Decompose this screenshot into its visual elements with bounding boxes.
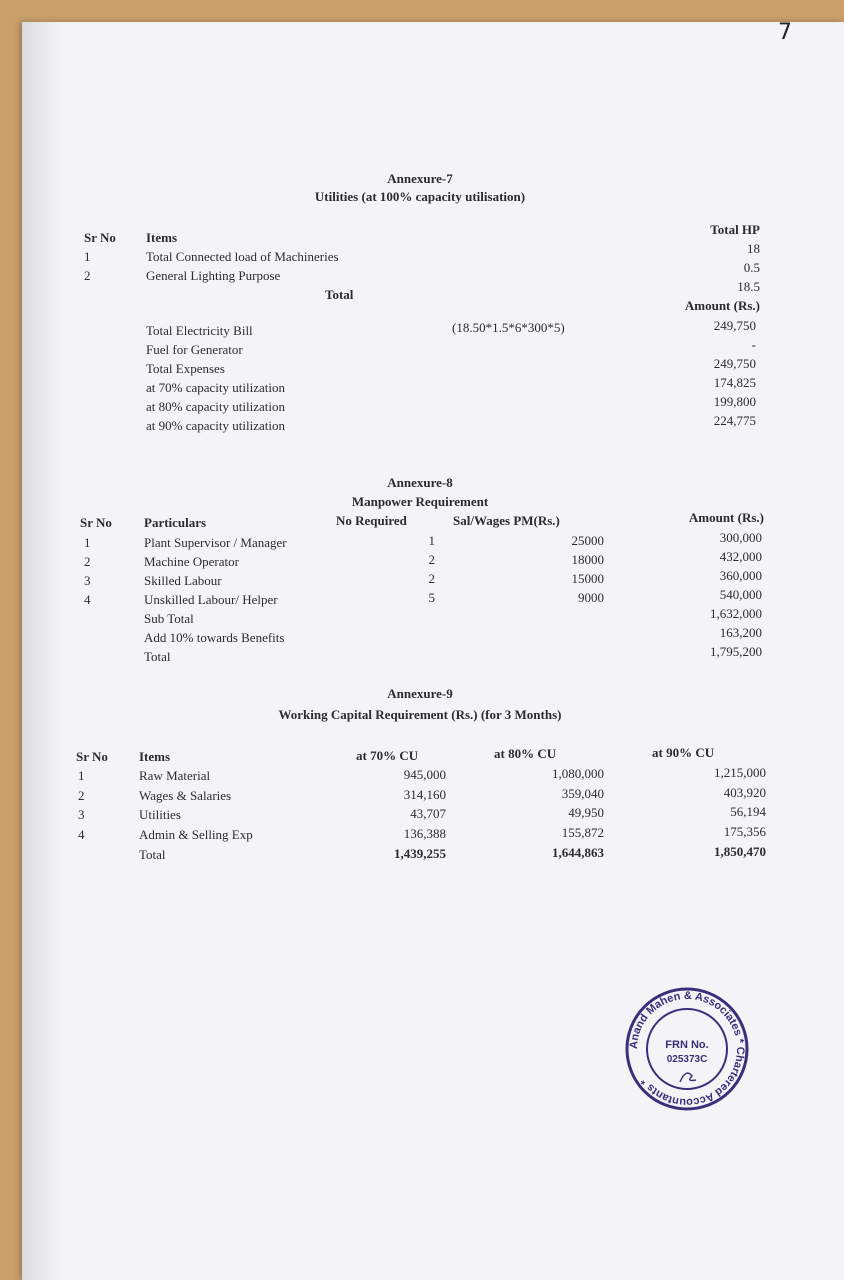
annex7-row-sr: 2 (84, 268, 91, 283)
annex9-row-v90: 56,194 (730, 804, 766, 819)
annex8-row-sr: 3 (84, 573, 91, 588)
annex7-row-hp: 0.5 (743, 260, 760, 275)
annex9-col-srno: Sr No (76, 749, 108, 764)
annex8-row-sr: 1 (84, 535, 91, 550)
annex9-total-80: 1,644,863 (552, 845, 604, 860)
annex8-col-srno: Sr No (80, 515, 112, 530)
stamp-signature (680, 1073, 696, 1082)
annex7-bill-amount: 249,750 (713, 318, 756, 333)
annex9-row-item: Raw Material (139, 768, 211, 783)
annex8-heading: Annexure-8 (387, 475, 453, 490)
annex9-row-v70: 314,160 (403, 787, 446, 802)
annex9-row-v90: 175,356 (723, 824, 766, 839)
annex9-row-v70: 945,000 (403, 767, 446, 782)
annex7-util80-amount: 199,800 (713, 394, 756, 409)
annex9-row-v90: 403,920 (723, 785, 766, 800)
annex8-row-no: 5 (428, 590, 435, 605)
annex7-col-items: Items (146, 230, 178, 245)
annex9-row-v70: 43,707 (410, 806, 446, 821)
annex9-row-sr: 4 (78, 827, 85, 842)
annex7-util90-label: at 90% capacity utilization (146, 418, 285, 433)
annex7-total-label: Total (325, 287, 354, 302)
annex8-row-amount: 300,000 (719, 530, 762, 545)
annex9-col-items: Items (139, 749, 171, 764)
annex8-total-amount: 1,795,200 (710, 644, 762, 659)
annex9-total-label: Total (139, 847, 166, 862)
annex9-row-v80: 359,040 (561, 786, 604, 801)
annex9-row-v70: 136,388 (403, 826, 446, 841)
annex9-row-v80: 49,950 (568, 805, 604, 820)
annex8-col-particulars: Particulars (144, 515, 207, 530)
annex7-util90-amount: 224,775 (713, 413, 756, 428)
annex9-subheading: Working Capital Requirement (Rs.) (for 3 Months) (278, 707, 562, 722)
annex8-col-no-required: No Required (336, 513, 407, 528)
page-number-mark: 7 (778, 20, 792, 45)
annex7-col-total-hp: Total HP (710, 222, 760, 237)
annex7-col-srno: Sr No (84, 230, 116, 245)
annex8-row-wage: 18000 (571, 552, 604, 567)
annex8-subtotal-label: Sub Total (144, 611, 194, 626)
annex7-heading: Annexure-7 (387, 171, 453, 186)
annex7-util70-amount: 174,825 (713, 375, 756, 390)
annex7-bill-label: Total Electricity Bill (146, 323, 253, 338)
annex7-row-hp: 18 (747, 241, 760, 256)
annex7-amount-header: Amount (Rs.) (684, 298, 760, 313)
annex8-row-wage: 9000 (578, 590, 604, 605)
annex8-row-particular: Machine Operator (144, 554, 239, 569)
annex8-row-sr: 4 (84, 592, 91, 607)
ca-stamp (622, 984, 752, 1114)
annex8-total-label: Total (144, 649, 171, 664)
page-shadow (22, 22, 62, 1280)
annex8-row-no: 2 (428, 552, 435, 567)
annex7-util70-label: at 70% capacity utilization (146, 380, 285, 395)
annex9-row-item: Wages & Salaries (139, 788, 232, 803)
annex9-row-sr: 3 (78, 807, 85, 822)
annex8-benefits-amount: 163,200 (719, 625, 762, 640)
annex7-util80-label: at 80% capacity utilization (146, 399, 285, 414)
annex8-col-wages: Sal/Wages PM(Rs.) (453, 513, 560, 528)
annex8-row-no: 2 (428, 571, 435, 586)
annex8-row-wage: 25000 (571, 533, 604, 548)
annex8-row-particular: Plant Supervisor / Manager (144, 535, 287, 550)
annex9-total-70: 1,439,255 (394, 846, 446, 861)
annex7-row-item: General Lighting Purpose (146, 268, 281, 283)
annex8-row-amount: 432,000 (719, 549, 762, 564)
stamp-frn-label: FRN No. (665, 1039, 709, 1051)
annex9-total-90: 1,850,470 (714, 844, 766, 859)
annex8-subheading: Manpower Requirement (351, 494, 489, 509)
annex7-row-sr: 1 (84, 249, 91, 264)
annex9-row-sr: 1 (78, 768, 85, 783)
annex9-col-70: at 70% CU (356, 748, 419, 763)
annex7-row-item: Total Connected load of Machineries (146, 249, 339, 264)
annex9-row-v90: 1,215,000 (714, 765, 766, 780)
annex7-fuel-amount: - (751, 337, 756, 352)
annex8-row-particular: Unskilled Labour/ Helper (144, 592, 278, 607)
annex7-expenses-amount: 249,750 (713, 356, 756, 371)
annex8-subtotal-amount: 1,632,000 (710, 606, 762, 621)
annex7-bill-formula: (18.50*1.5*6*300*5) (452, 320, 565, 335)
annex9-row-item: Admin & Selling Exp (139, 827, 253, 842)
annex9-col-90: at 90% CU (652, 745, 715, 760)
annex8-row-no: 1 (428, 533, 435, 548)
annex7-expenses-label: Total Expenses (146, 361, 225, 376)
annex7-subheading: Utilities (at 100% capacity utilisation) (314, 189, 526, 204)
stamp-frn-value: 025373C (666, 1054, 708, 1065)
annex7-total-hp: 18.5 (737, 279, 760, 294)
annex8-row-wage: 15000 (571, 571, 604, 586)
annex9-row-v80: 155,872 (561, 825, 604, 840)
annex9-row-item: Utilities (139, 807, 181, 822)
annex9-col-80: at 80% CU (494, 746, 557, 761)
annex8-col-amount: Amount (Rs.) (688, 510, 764, 525)
annex8-row-sr: 2 (84, 554, 91, 569)
annex8-row-amount: 360,000 (719, 568, 762, 583)
annex9-heading: Annexure-9 (387, 686, 453, 701)
annex9-row-sr: 2 (78, 788, 85, 803)
annex7-fuel-label: Fuel for Generator (146, 342, 243, 357)
annex8-row-amount: 540,000 (719, 587, 762, 602)
annex8-row-particular: Skilled Labour (144, 573, 222, 588)
stamp-ring-text: Anand Mahen & Associates * Chartered Accountants * (627, 989, 747, 1109)
annex8-benefits-label: Add 10% towards Benefits (144, 630, 285, 645)
annex9-row-v80: 1,080,000 (552, 766, 604, 781)
